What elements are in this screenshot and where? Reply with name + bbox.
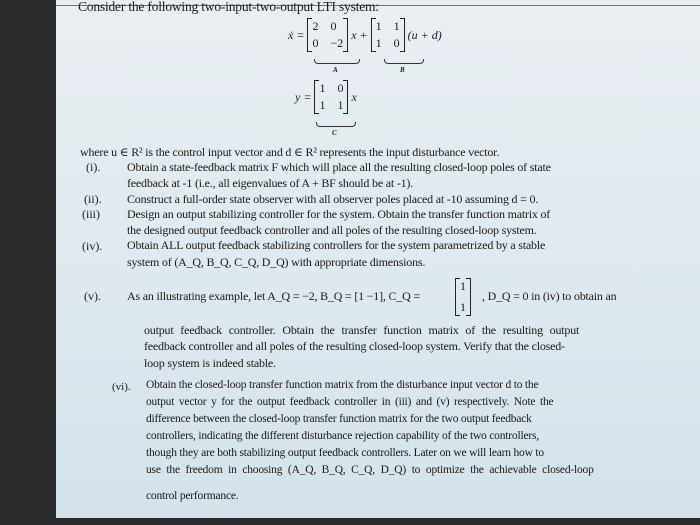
a21: 0	[312, 36, 319, 50]
item-text: output vector y for the output feedback controller in (iii) and (v) respectively. Note the	[146, 396, 554, 408]
item-text: controllers, indicating the different disturbance rejection capability of the two controllers,	[146, 430, 539, 442]
b21: 1	[375, 36, 382, 50]
c21: 1	[319, 98, 326, 112]
b22: 0	[393, 36, 400, 50]
label-c: C	[332, 129, 337, 137]
a11: 2	[312, 19, 319, 33]
problem-title: Consider the following two-input-two-output LTI system:	[78, 0, 379, 14]
matrix-a	[307, 18, 348, 52]
item-label: (i).	[86, 160, 101, 174]
item-text: use the freedom in choosing (A_Q, B_Q, C_Q, D_Q) to optimize the achievable closed-loop	[146, 464, 594, 476]
item-text: Obtain a state-feedback matrix F which will place all the resulting closed-loop poles of state	[127, 160, 551, 174]
x-rhs: x	[351, 89, 357, 104]
item-text: though they are both stabilizing output feedback controllers. Later on we will learn how to	[146, 447, 544, 459]
c22: 1	[337, 98, 344, 112]
b12: 1	[393, 19, 400, 33]
item-text: As an illustrating example, let A_Q = −2, B_Q = [1 −1], C_Q =	[127, 289, 420, 303]
item-text: Construct a full-order state observer with all observer poles placed at -10 assuming d = 0.	[127, 192, 539, 206]
item-text: Obtain the closed-loop transfer function matrix from the disturbance input vector d to the	[146, 379, 539, 391]
b11: 1	[375, 19, 382, 33]
c12: 0	[337, 81, 344, 95]
a22: −2	[330, 36, 344, 50]
item-text: difference between the closed-loop transfer function matrix for the two output feedback	[146, 413, 532, 425]
item-label: (v).	[84, 289, 101, 303]
item-text: the designed output feedback controller and all poles of the resulting closed-loop system.	[127, 223, 537, 237]
item-label: (iii)	[82, 207, 100, 221]
cq-matrix-wrap	[452, 278, 474, 316]
matrix-cq	[455, 278, 471, 316]
item-text: output feedback controller. Obtain the transfer function matrix of the resulting output	[144, 323, 580, 337]
u-plus-d: (u + d)	[407, 27, 442, 42]
state-equation	[288, 18, 442, 52]
c11: 1	[319, 81, 326, 95]
item-label: (iv).	[82, 239, 103, 253]
brace-a	[314, 59, 360, 64]
item-label: (ii).	[84, 192, 102, 206]
item-text: feedback controller and all poles of the resulting closed-loop system. Verify that the closed-	[144, 339, 565, 353]
item-text: loop system is indeed stable.	[144, 356, 276, 370]
cq1: 1	[460, 279, 466, 293]
item-text: Obtain ALL output feedback stabilizing controllers for the system parametrized by a stable	[127, 238, 546, 252]
label-b: B	[400, 66, 405, 74]
brace-c	[316, 122, 356, 127]
item-text: Design an output stabilizing controller for the system. Obtain the transfer function matrix of	[127, 207, 551, 221]
item-text: , D_Q = 0 in (iv) to obtain an	[482, 289, 617, 303]
label-a: A	[333, 66, 338, 74]
xdot-lhs: ẋ =	[288, 27, 305, 42]
matrix-c	[314, 80, 348, 114]
output-equation	[295, 80, 357, 114]
item-text: feedback at -1 (i.e., all eigenvalues of A + BF should be at -1).	[127, 176, 414, 190]
cq2: 1	[460, 300, 466, 314]
a12: 0	[330, 19, 337, 33]
item-text: control performance.	[146, 490, 239, 502]
where-line: where u ∈ R² is the control input vector and d ∈ R² represents the input disturbance vector.	[80, 145, 500, 159]
item-label: (vi).	[112, 381, 131, 393]
brace-b	[384, 59, 424, 64]
matrix-b	[371, 18, 405, 52]
y-lhs: y =	[295, 89, 312, 104]
item-text: system of (A_Q, B_Q, C_Q, D_Q) with appropriate dimensions.	[127, 255, 426, 269]
x-plus: x +	[351, 27, 368, 42]
